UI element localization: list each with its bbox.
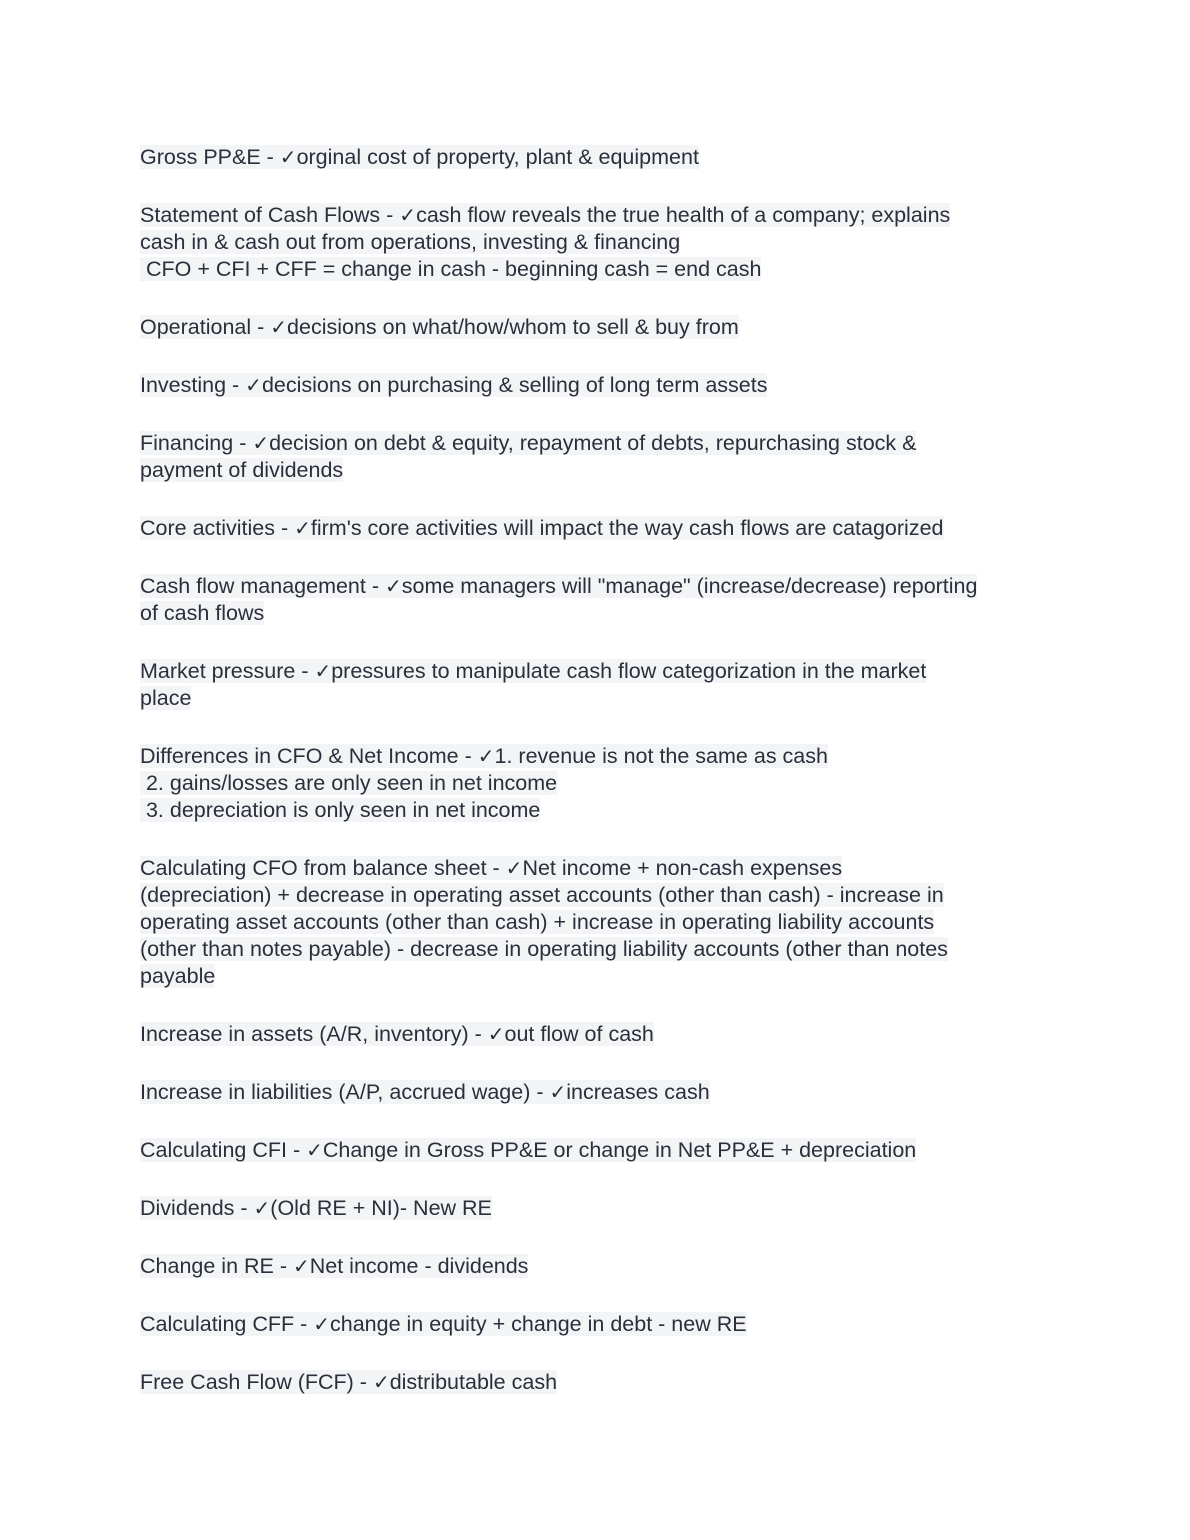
flashcard-answer-text: 1. revenue is not the same as cash [494,744,828,768]
checkmark-icon: ✓ [399,203,417,227]
flashcard-line [140,909,1060,936]
checkmark-icon: ✓ [292,1254,310,1278]
flashcard-entry [140,1021,1060,1048]
highlighted-text: Market pressure - ✓pressures to manipulate cash flow categorization in the market [140,659,927,683]
checkmark-icon: ✓ [294,516,311,540]
highlighted-text [140,964,215,988]
flashcard-line [140,685,1060,712]
checkmark-icon: ✓ [313,1312,331,1336]
flashcard-answer-text: Change in Gross PP&E or change in Net PP&E + depreciation [322,1138,917,1162]
highlighted-text: Investing - ✓decisions on purchasing & selling of long term assets [140,373,768,397]
flashcard-answer-text: payable [140,964,216,988]
flashcard-term: Core activities [140,516,276,540]
flashcard-term: Increase in assets (A/R, inventory) [140,1022,469,1046]
flashcard-entry [140,144,1060,171]
flashcard-term: Market pressure [140,659,296,683]
flashcard-line [140,256,1060,283]
highlighted-text: Cash flow management - ✓some managers will "manage" (increase/decrease) reporting [140,574,978,598]
flashcard-entry [140,1195,1060,1222]
flashcard-answer-text: of cash flows [140,601,265,625]
flashcard-term: Dividends [140,1196,235,1220]
highlighted-text: Operational - ✓decisions on what/how/whom to sell & buy from [140,315,739,339]
checkmark-icon: ✓ [252,431,270,455]
flashcard-answer-text: (other than notes payable) - decrease in operating liability accounts (other than notes [140,937,948,961]
flashcard-answer-text: pressures to manipulate cash flow categorization in the market [331,659,927,683]
highlighted-text [140,230,680,254]
flashcard-answer-text: cash flow reveals the true health of a company; explains [416,203,951,227]
flashcard-entry [140,573,1060,627]
flashcard-answer-text: decisions on purchasing & selling of long term assets [261,373,768,397]
checkmark-icon: ✓ [245,373,262,397]
flashcard-answer-text: decision on debt & equity, repayment of debts, repurchasing stock & [269,431,917,455]
flashcard-line [140,797,1060,824]
flashcard-answer-text: some managers will "manage" (increase/decrease) reporting [401,574,978,598]
flashcard-line [140,882,1060,909]
flashcard-line [140,1369,1060,1396]
flashcard-answer-text: payment of dividends [140,458,344,482]
flashcard-line [140,770,1060,797]
flashcard-answer-text: decisions on what/how/whom to sell & buy from [287,315,739,339]
flashcard-answer-text: distributable cash [389,1370,558,1394]
flashcard-entry [140,1137,1060,1164]
flashcard-line [140,229,1060,256]
flashcard-answer-text: 2. gains/losses are only seen in net income [140,771,558,795]
highlighted-text: Increase in assets (A/R, inventory) - ✓out flow of cash [140,1022,654,1046]
flashcard-entry [140,1311,1060,1338]
flashcard-line [140,314,1060,341]
flashcard-line [140,457,1060,484]
flashcard-answer-text: place [140,686,192,710]
flashcard-line [140,144,1060,171]
flashcard-answer-text: Net income - dividends [309,1254,529,1278]
flashcard-term: Financing [140,431,234,455]
checkmark-icon: ✓ [384,574,402,598]
highlighted-text [140,257,761,281]
highlighted-text [140,686,191,710]
highlighted-text: Calculating CFO from balance sheet - ✓Net income + non-cash expenses [140,856,843,880]
flashcard-answer-text: firm's core activities will impact the way cash flows are catagorized [310,516,944,540]
checkmark-icon: ✓ [505,856,523,880]
flashcard-term: Change in RE [140,1254,274,1278]
highlighted-text [140,937,948,961]
flashcard-answer-text: out flow of cash [504,1022,654,1046]
flashcard-term: Investing [140,373,227,397]
highlighted-text [140,883,944,907]
flashcard-answer-text: orginal cost of property, plant & equipment [296,145,699,169]
flashcard-line [140,600,1060,627]
highlighted-text: Differences in CFO & Net Income - ✓1. revenue is not the same as cash [140,744,828,768]
checkmark-icon: ✓ [477,744,495,768]
flashcard-answer-text: Net income + non-cash expenses [522,856,843,880]
checkmark-icon: ✓ [270,315,288,339]
highlighted-text: Core activities - ✓firm's core activities will impact the way cash flows are catagorized [140,516,944,540]
flashcard-line [140,515,1060,542]
highlighted-text [140,910,934,934]
flashcard-entry [140,430,1060,484]
flashcard-line [140,573,1060,600]
flashcard-line [140,658,1060,685]
highlighted-text: Financing - ✓decision on debt & equity, repayment of debts, repurchasing stock & [140,431,917,455]
flashcard-line [140,372,1060,399]
highlighted-text [140,458,343,482]
flashcard-line [140,1137,1060,1164]
highlighted-text: Increase in liabilities (A/P, accrued wage) - ✓increases cash [140,1080,710,1104]
flashcard-list [140,144,1060,1427]
flashcard-line [140,1311,1060,1338]
checkmark-icon: ✓ [279,145,297,169]
flashcard-entry [140,658,1060,712]
flashcard-term: Differences in CFO & Net Income [140,744,459,768]
flashcard-line [140,1021,1060,1048]
flashcard-entry [140,515,1060,542]
checkmark-icon: ✓ [549,1080,567,1104]
flashcard-entry [140,202,1060,283]
flashcard-term: Calculating CFF [140,1312,295,1336]
checkmark-icon: ✓ [306,1138,323,1162]
highlighted-text [140,601,264,625]
flashcard-answer-text: (depreciation) + decrease in operating asset accounts (other than cash) - increase in [140,883,944,907]
flashcard-entry [140,743,1060,824]
flashcard-entry [140,1253,1060,1280]
flashcard-answer-text: CFO + CFI + CFF = change in cash - beginning cash = end cash [140,257,762,281]
checkmark-icon: ✓ [372,1370,390,1394]
checkmark-icon: ✓ [253,1196,271,1220]
highlighted-text: Calculating CFF - ✓change in equity + change in debt - new RE [140,1312,747,1336]
flashcard-term: Cash flow management [140,574,366,598]
flashcard-line [140,430,1060,457]
highlighted-text: Dividends - ✓(Old RE + NI)- New RE [140,1196,492,1220]
highlighted-text [140,798,540,822]
flashcard-line [140,936,1060,963]
flashcard-line [140,202,1060,229]
checkmark-icon: ✓ [487,1022,505,1046]
flashcard-answer-text: cash in & cash out from operations, investing & financing [140,230,681,254]
flashcard-line [140,1195,1060,1222]
flashcard-term: Calculating CFO from balance sheet [140,856,487,880]
highlighted-text: Statement of Cash Flows - ✓cash flow reveals the true health of a company; explains [140,203,951,227]
flashcard-answer-text: increases cash [566,1080,710,1104]
highlighted-text: Change in RE - ✓Net income - dividends [140,1254,529,1278]
highlighted-text [140,771,557,795]
flashcard-answer-text: 3. depreciation is only seen in net income [140,798,541,822]
flashcard-answer-text: change in equity + change in debt - new RE [330,1312,747,1336]
highlighted-text: Free Cash Flow (FCF) - ✓distributable cash [140,1370,558,1394]
flashcard-entry [140,372,1060,399]
flashcard-line [140,1253,1060,1280]
highlighted-text: Calculating CFI - ✓Change in Gross PP&E or change in Net PP&E + depreciation [140,1138,917,1162]
flashcard-line [140,743,1060,770]
flashcard-entry [140,1369,1060,1396]
flashcard-term: Statement of Cash Flows [140,203,381,227]
flashcard-entry [140,855,1060,990]
highlighted-text: Gross PP&E - ✓orginal cost of property, plant & equipment [140,145,699,169]
flashcard-answer-text: (Old RE + NI)- New RE [270,1196,492,1220]
checkmark-icon: ✓ [314,659,332,683]
flashcard-term: Free Cash Flow (FCF) [140,1370,354,1394]
flashcard-line [140,855,1060,882]
flashcard-line [140,1079,1060,1106]
flashcard-entry [140,314,1060,341]
flashcard-entry [140,1079,1060,1106]
flashcard-answer-text: operating asset accounts (other than cash) + increase in operating liability accounts [140,910,935,934]
flashcard-term: Calculating CFI [140,1138,287,1162]
flashcard-term: Gross PP&E [140,145,261,169]
flashcard-term: Operational [140,315,252,339]
flashcard-line [140,963,1060,990]
flashcard-term: Increase in liabilities (A/P, accrued wage) [140,1080,531,1104]
